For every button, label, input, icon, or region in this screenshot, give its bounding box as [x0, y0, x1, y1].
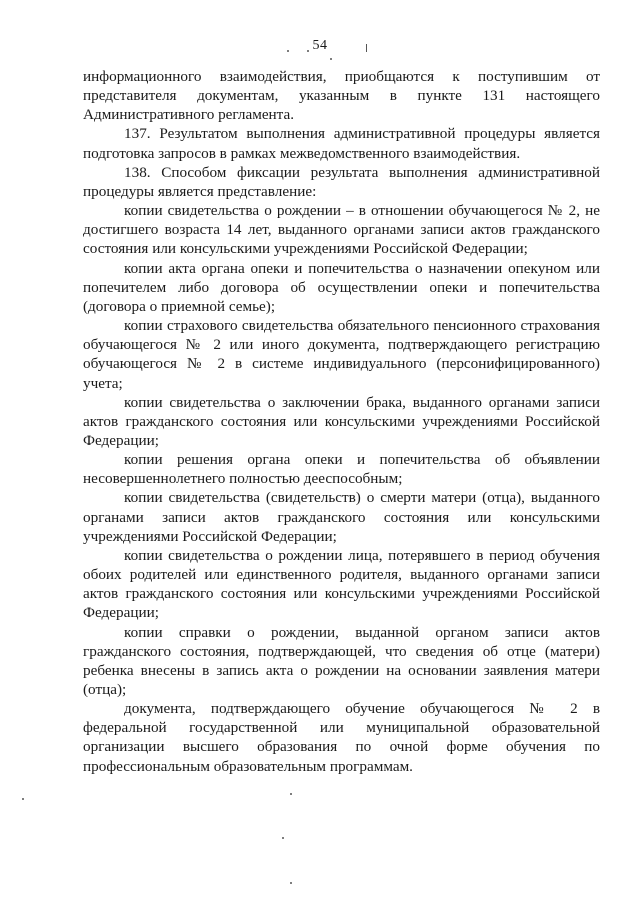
paragraph-continuation: информационного взаимодействия, приобщаются к поступившим от представителя документам, указанным в пункте 131 настоящего Административного регламента. [83, 68, 600, 124]
paragraph-138: 138. Способом фиксации результата выполнения административной процедуры является представление: [83, 163, 600, 200]
list-item-emancipation-decision: копии решения органа опеки и попечительства об объявлении несовершеннолетнего полностью дееспособным; [83, 451, 600, 488]
scan-speck [22, 798, 24, 800]
list-item-study-confirmation: документа, подтверждающего обучение обучающегося № 2 в федеральной государственной или муниципальной образовательной организации высшего образования по очной форме обучения по профессиональным образовательным программам. [83, 700, 600, 775]
paragraph-137: 137. Результатом выполнения административной процедуры является подготовка запросов в рамках межведомственного взаимодействия. [83, 125, 600, 162]
document-body [83, 67, 600, 776]
list-item-pension-insurance: копии страхового свидетельства обязательного пенсионного страхования обучающегося № 2 или иного документа, подтверждающего регистрацию обучающегося № 2 в системе индивидуального (персонифицированного) учета; [83, 317, 600, 392]
scan-speck [282, 837, 284, 839]
scan-speck [287, 50, 289, 52]
list-item-birth-reference: копии справки о рождении, выданной органом записи актов гражданского состояния, подтверждающей, что сведения об отце (матери) ребенка внесены в запись акта о рождении на основании заявления матери (отца); [83, 623, 600, 698]
scan-speck [290, 882, 292, 884]
list-item-guardianship-act: копии акта органа опеки и попечительства о назначении опекуном или попечителем либо договора об осуществлении опеки и попечительства (договора о приемной семье); [83, 259, 600, 315]
page-number: 54 [312, 38, 328, 53]
scan-speck [366, 44, 367, 52]
scan-speck [290, 793, 292, 795]
list-item-birth-certificate: копии свидетельства о рождении – в отношении обучающегося № 2, не достигшего возраста 14 лет, выданного органами записи актов гражданского состояния или консульскими учреждениями Российской Федерации; [83, 202, 600, 258]
list-item-marriage-certificate: копии свидетельства о заключении брака, выданного органами записи актов гражданского состояния или консульскими учреждениями Российской Федерации; [83, 393, 600, 449]
list-item-orphan-birth-certificate: копии свидетельства о рождении лица, потерявшего в период обучения обоих родителей или единственного родителя, выданного органами записи актов гражданского состояния или консульскими учреждениями Российской Федерации; [83, 546, 600, 622]
scan-speck [330, 58, 332, 60]
list-item-death-certificate: копии свидетельства (свидетельств) о смерти матери (отца), выданного органами записи актов гражданского состояния или консульскими учреждениями Российской Федерации; [83, 489, 600, 545]
scan-speck [307, 50, 309, 52]
